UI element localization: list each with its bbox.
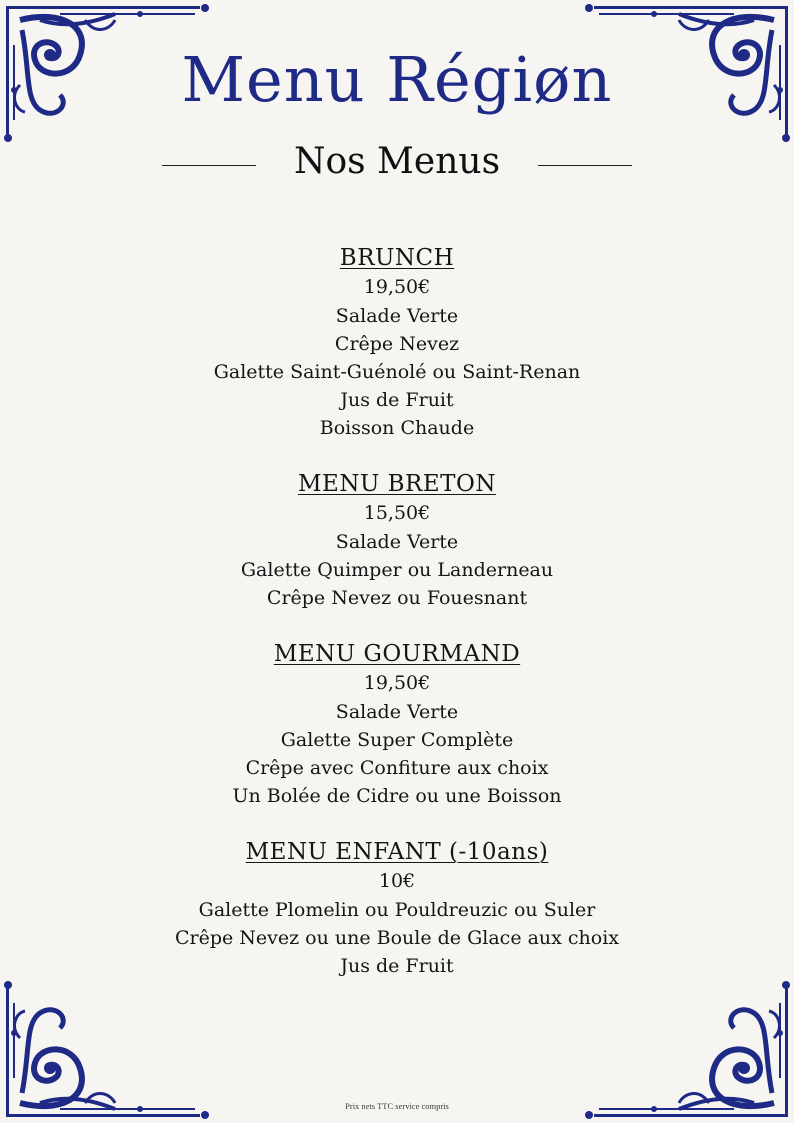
menu-item: Salade Verte — [335, 305, 459, 327]
menu-price: 19,50€ — [363, 276, 431, 298]
menu-heading: MENU BRETON — [298, 471, 496, 497]
menu-item: Galette Plomelin ou Pouldreuzic ou Suler — [198, 899, 596, 921]
menu-heading: BRUNCH — [339, 245, 455, 271]
menu-item: Un Bolée de Cidre ou une Boisson — [232, 785, 562, 807]
menu-section-breton — [0, 470, 794, 612]
menu-item: Salade Verte — [335, 531, 459, 553]
subtitle-row — [0, 138, 794, 188]
menu-section-gourmand — [0, 640, 794, 810]
menu-item: Crêpe avec Confiture aux choix — [245, 757, 549, 779]
menu-price: 10€ — [378, 870, 416, 892]
subtitle-rule-right — [538, 165, 632, 166]
menu-item: Jus de Fruit — [340, 955, 454, 977]
menu-item: Crêpe Nevez — [334, 333, 460, 355]
menu-item: Galette Quimper ou Landerneau — [240, 559, 554, 581]
menu-section-enfant — [0, 838, 794, 980]
page-subtitle: Nos Menus — [293, 141, 501, 182]
menu-item: Boisson Chaude — [319, 417, 475, 439]
menu-section-brunch — [0, 244, 794, 442]
menu-item: Galette Super Complète — [280, 729, 514, 751]
page-title: Menu Régiøn — [181, 43, 613, 116]
menu-item: Jus de Fruit — [340, 389, 454, 411]
menu-price: 19,50€ — [363, 672, 431, 694]
menu-item: Crêpe Nevez ou Fouesnant — [266, 587, 528, 609]
menu-heading: MENU ENFANT (-10ans) — [245, 839, 549, 865]
footer-note: Prix nets TTC service compris — [345, 1101, 449, 1111]
menu-item: Salade Verte — [335, 701, 459, 723]
menu-price: 15,50€ — [363, 502, 431, 524]
menu-heading: MENU GOURMAND — [273, 641, 521, 667]
menu-item: Galette Saint-Guénolé ou Saint-Renan — [213, 361, 581, 383]
menu-list — [0, 244, 794, 1008]
menu-item: Crêpe Nevez ou une Boule de Glace aux choix — [174, 927, 620, 949]
